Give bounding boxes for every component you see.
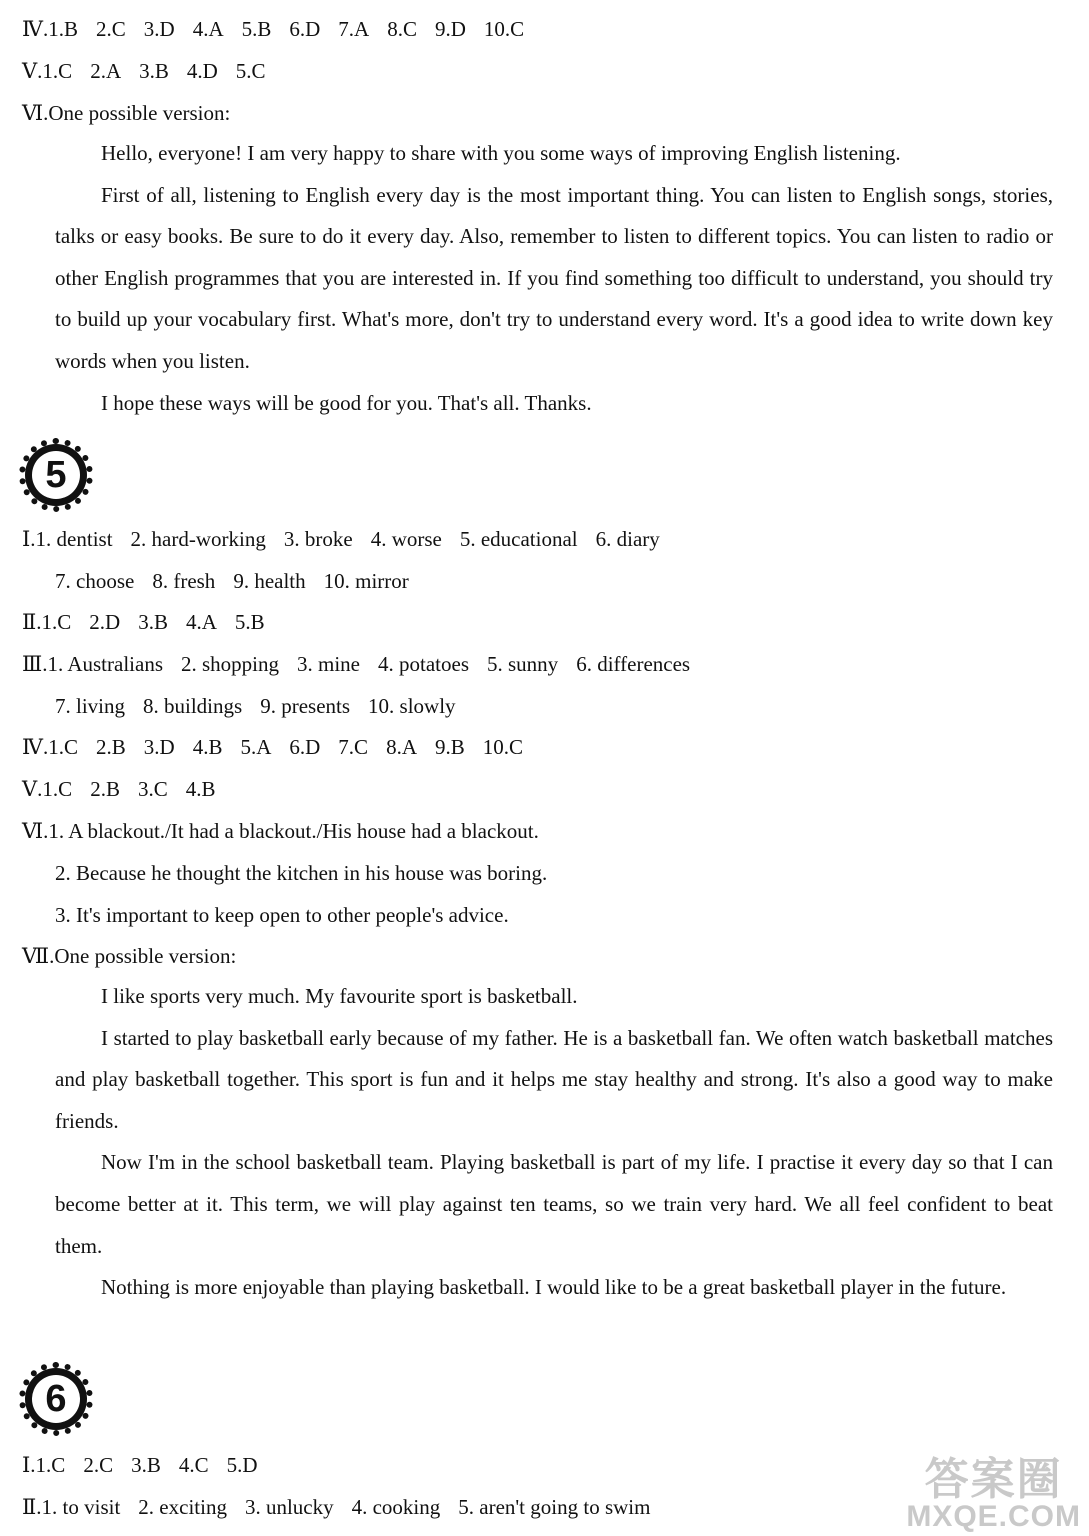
s4-essay-p1: Hello, everyone! I am very happy to share with you some ways of improving English listening.	[101, 141, 901, 165]
s5-answers-i-row1: Ⅰ.1. dentist 2. hard-working 3. broke 4. worse 5. educational 6. diary	[22, 527, 660, 551]
section-5-badge: 5	[25, 444, 87, 506]
s6-answers-i: Ⅰ.1.C 2.C 3.B 4.C 5.D	[22, 1453, 258, 1477]
section-6-badge: 6	[25, 1368, 87, 1430]
s5-vii-heading: Ⅶ.One possible version:	[22, 944, 237, 968]
s5-essay-p3: Now I'm in the school basketball team. Playing basketball is part of my life. I practise it every day so that I can become better at it. This term, we will play against ten teams, so we train very hard. We all feel confident to beat them.	[55, 1150, 1053, 1258]
s5-vi-answer-1: Ⅵ.1. A blackout./It had a blackout./His house had a blackout.	[22, 819, 539, 843]
s6-answers-ii: Ⅱ.1. to visit 2. exciting 3. unlucky 4. cooking 5. aren't going to swim	[22, 1495, 651, 1519]
s4-essay	[55, 133, 1053, 424]
s5-answers-i-row2: 7. choose 8. fresh 9. health 10. mirror	[55, 569, 409, 593]
s5-essay-p1: I like sports very much. My favourite sport is basketball.	[101, 984, 578, 1008]
s5-essay-p2: I started to play basketball early because of my father. He is a basketball fan. We often watch basketball matches and play basketball together. This sport is fun and it helps me stay healthy and strong. It's also a good way to make friends.	[55, 1025, 1053, 1133]
s5-answers-iii-row1: Ⅲ.1. Australians 2. shopping 3. mine 4. potatoes 5. sunny 6. differences	[22, 652, 691, 676]
s5-vi-answer-2: 2. Because he thought the kitchen in his house was boring.	[55, 861, 548, 885]
watermark-text-top: 答案圈	[924, 1455, 1063, 1504]
s5-answers-ii: Ⅱ.1.C 2.D 3.B 4.A 5.B	[22, 610, 265, 634]
s4-answers-v: Ⅴ.1.C 2.A 3.B 4.D 5.C	[22, 59, 266, 83]
s5-answers-iv: Ⅳ.1.C 2.B 3.D 4.B 5.A 6.D 7.C 8.A 9.B 10.C	[22, 735, 524, 759]
s4-essay-p2: First of all, listening to English every day is the most important thing. You can listen to English songs, stories, talks or easy books. Be sure to do it every day. Also, remember to listen to different topics. You can listen to radio or other English programmes that you are interested in. If you find something too difficult to understand, you should try to build up your vocabulary first. What's more, don't try to understand every word. It's a good idea to write down key words when you listen.	[55, 182, 1053, 373]
s5-answers-iii-row2: 7. living 8. buildings 9. presents 10. slowly	[55, 694, 456, 718]
watermark-logo	[906, 1455, 1081, 1533]
s5-answers-v: Ⅴ.1.C 2.B 3.C 4.B	[22, 777, 216, 801]
s4-essay-p3: I hope these ways will be good for you. That's all. Thanks.	[101, 390, 592, 415]
s4-answers-iv: Ⅳ.1.B 2.C 3.D 4.A 5.B 6.D 7.A 8.C 9.D 10.C	[22, 17, 525, 41]
watermark-text-bottom: MXQE.COM	[906, 1500, 1081, 1533]
s5-essay	[55, 976, 1053, 1309]
s4-vi-heading: Ⅵ.One possible version:	[22, 101, 231, 125]
s5-essay-p4: Nothing is more enjoyable than playing basketball. I would like to be a great basketball player in the future.	[101, 1275, 1007, 1300]
s5-vi-answer-3: 3. It's important to keep open to other people's advice.	[55, 903, 509, 927]
